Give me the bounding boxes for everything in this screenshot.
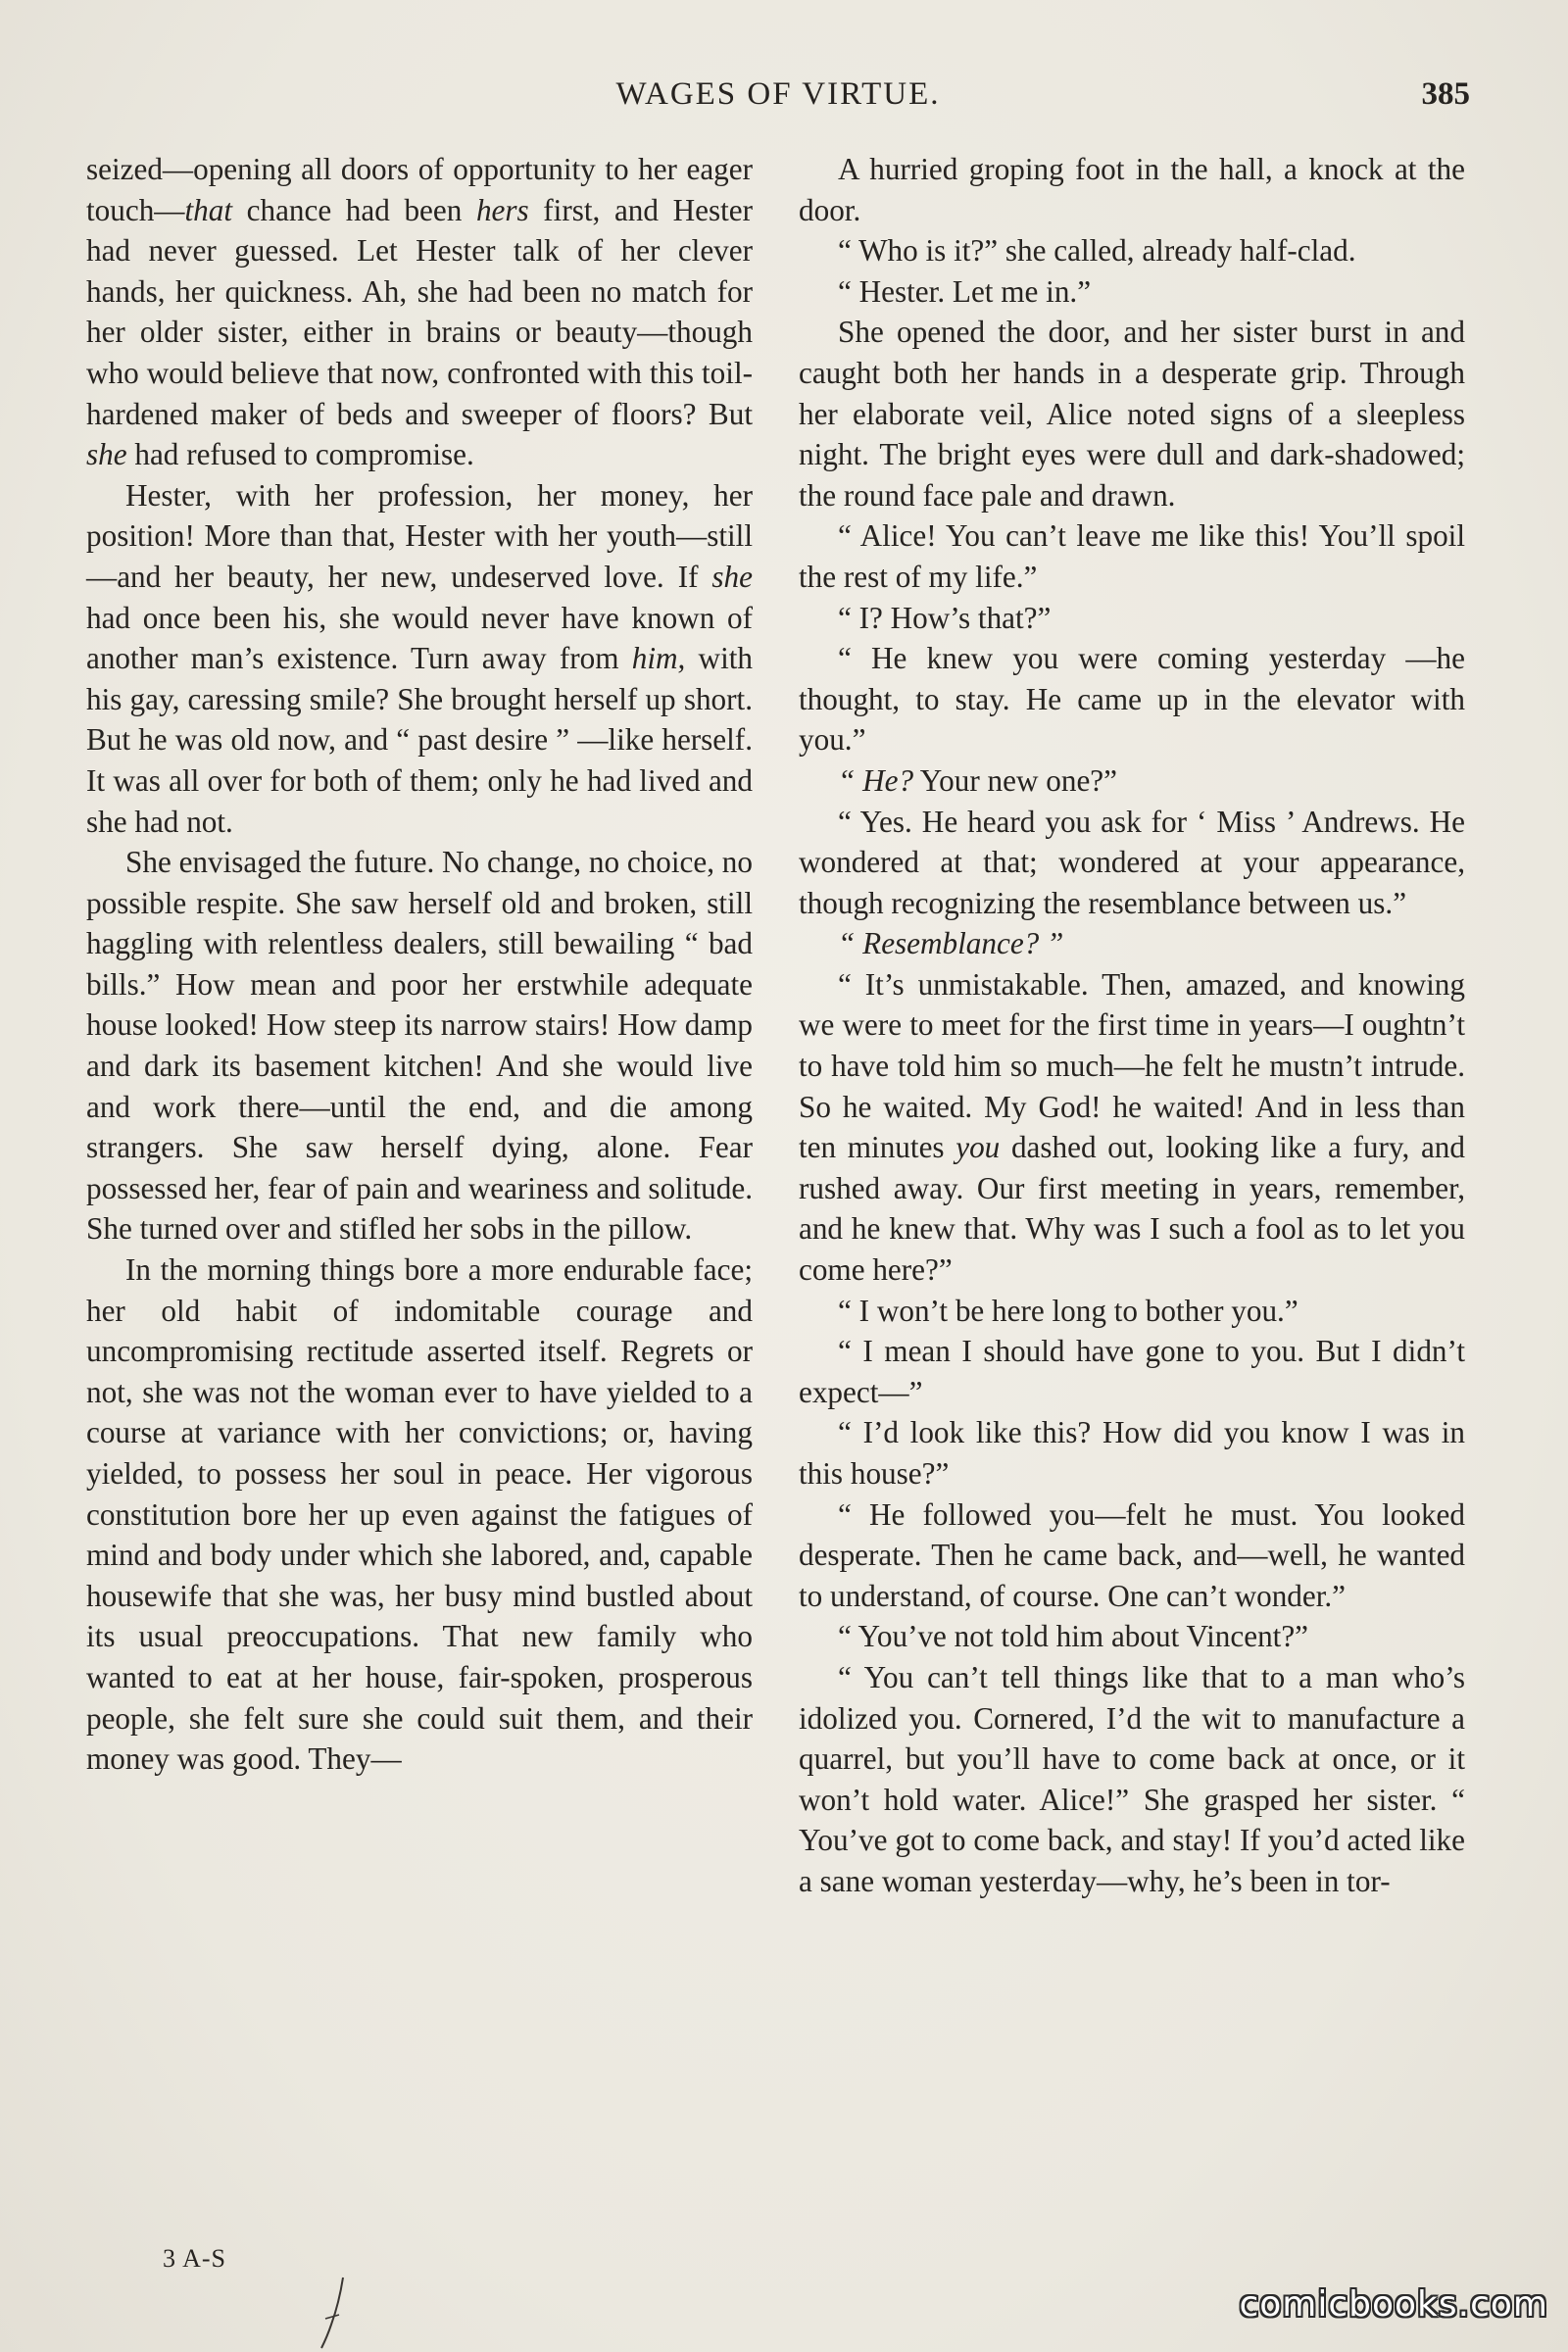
paragraph: “ I? How’s that?”	[838, 600, 1052, 635]
paragraph: “ Who is it?” she called, already half-clad.	[838, 233, 1356, 269]
running-title: WAGES OF VIRTUE.	[615, 76, 941, 112]
paragraph: “ I won’t be here long to bother you.”	[838, 1293, 1298, 1328]
paragraph: “ He? Your new one?”	[838, 762, 1117, 798]
paragraph: “ I mean I should have gone to you. But I didn’t expect—”	[799, 1334, 1465, 1409]
page-number: 385	[1421, 76, 1470, 112]
paragraph: “ Yes. He heard you ask for ‘ Miss ’ Andrews. He wondered at that; wondered at your appearance, though recognizing the resemblance between us.”	[799, 804, 1465, 920]
paragraph: “ Hester. Let me in.”	[838, 273, 1092, 309]
left-text-column	[86, 149, 753, 1780]
paragraph: seized—opening all doors of opportunity to her eager touch—that chance had been hers first, and Hester had never guessed. Let Hester talk of her clever hands, her quickness. Ah, she had been no match for her older sister, either in brains or beauty—though who would believe that now, confronted with this toil-hardened maker of beds and sweeper of floors? But she had refused to compromise.	[86, 152, 753, 472]
paragraph: “ You’ve not told him about Vincent?”	[838, 1619, 1309, 1654]
paragraph: “ You can’t tell things like that to a man who’s idolized you. Cornered, I’d the wit to manufacture a quarrel, but you’ll have to come back at once, or it won’t hold water. Alice!” She grasped her sister. “ You’ve got to come back, and stay! If you’d acted like a sane woman yesterday—why, he’s been in tor-	[799, 1659, 1465, 1898]
paragraph: Hester, with her profession, her money, her position! More than that, Hester with her youth—still—and her beauty, her new, undeserved love. If she had once been his, she would never have known of another man’s existence. Turn away from him, with his gay, caressing smile? She brought herself up short. But he was old now, and “ past desire ” —like herself. It was all over for both of them; only he had lived and she had not.	[86, 477, 753, 839]
paragraph: “ Resemblance? ”	[838, 926, 1064, 961]
paragraph: She opened the door, and her sister burst in and caught both her hands in a desperate grip. Through her elaborate veil, Alice noted signs of a sleepless night. The bright eyes were dull and dark-shadowed; the round face pale and drawn.	[799, 315, 1465, 513]
watermark-logo: comicbooks.com	[1239, 2284, 1548, 2325]
paragraph: “ He followed you—felt he must. You looked desperate. Then he came back, and—well, he wanted to understand, of course. One can’t wonder.”	[799, 1496, 1465, 1613]
paragraph: In the morning things bore a more endurable face; her old habit of indomitable courage and uncompromising rectitude asserted itself. Regrets or not, she was not the woman ever to have yielded to a course at variance with her convictions; or, having yielded, to possess her soul in peace. Her vigorous constitution bore her up even against the fatigues of mind and body under which she labored, and, capable housewife that she was, her busy mind bustled about its usual preoccupations. That new family who wanted to eat at her house, fair-spoken, prosperous people, she felt sure she could suit them, and their money was good. They—	[86, 1252, 753, 1777]
paragraph: A hurried groping foot in the hall, a knock at the door.	[799, 152, 1465, 227]
signature-mark: 3 A-S	[163, 2244, 226, 2273]
pen-stroke-mark	[314, 2274, 353, 2352]
right-text-column	[799, 149, 1465, 1902]
paragraph: “ Alice! You can’t leave me like this! You’ll spoil the rest of my life.”	[799, 518, 1465, 594]
paragraph: “ I’d look like this? How did you know I was in this house?”	[799, 1415, 1465, 1491]
paragraph: “ He knew you were coming yesterday —he thought, to stay. He came up in the elevator with you.”	[799, 641, 1465, 758]
paragraph: She envisaged the future. No change, no choice, no possible respite. She saw herself old and broken, still haggling with relentless dealers, still bewailing “ bad bills.” How mean and poor her erstwhile adequate house looked! How steep its narrow stairs! How damp and dark its basement kitchen! And she would live and work there—until the end, and die among strangers. She saw herself dying, alone. Fear possessed her, fear of pain and weariness and solitude. She turned over and stifled her sobs in the pillow.	[86, 845, 753, 1247]
paragraph: “ It’s unmistakable. Then, amazed, and knowing we were to meet for the first time in years—I oughtn’t to have told him so much—he felt he mustn’t intrude. So he waited. My God! he waited! And in less than ten minutes you dashed out, looking like a fury, and rushed away. Our first meeting in years, remember, and he knew that. Why was I such a fool as to let you come here?”	[799, 966, 1465, 1288]
running-head	[86, 73, 1470, 122]
